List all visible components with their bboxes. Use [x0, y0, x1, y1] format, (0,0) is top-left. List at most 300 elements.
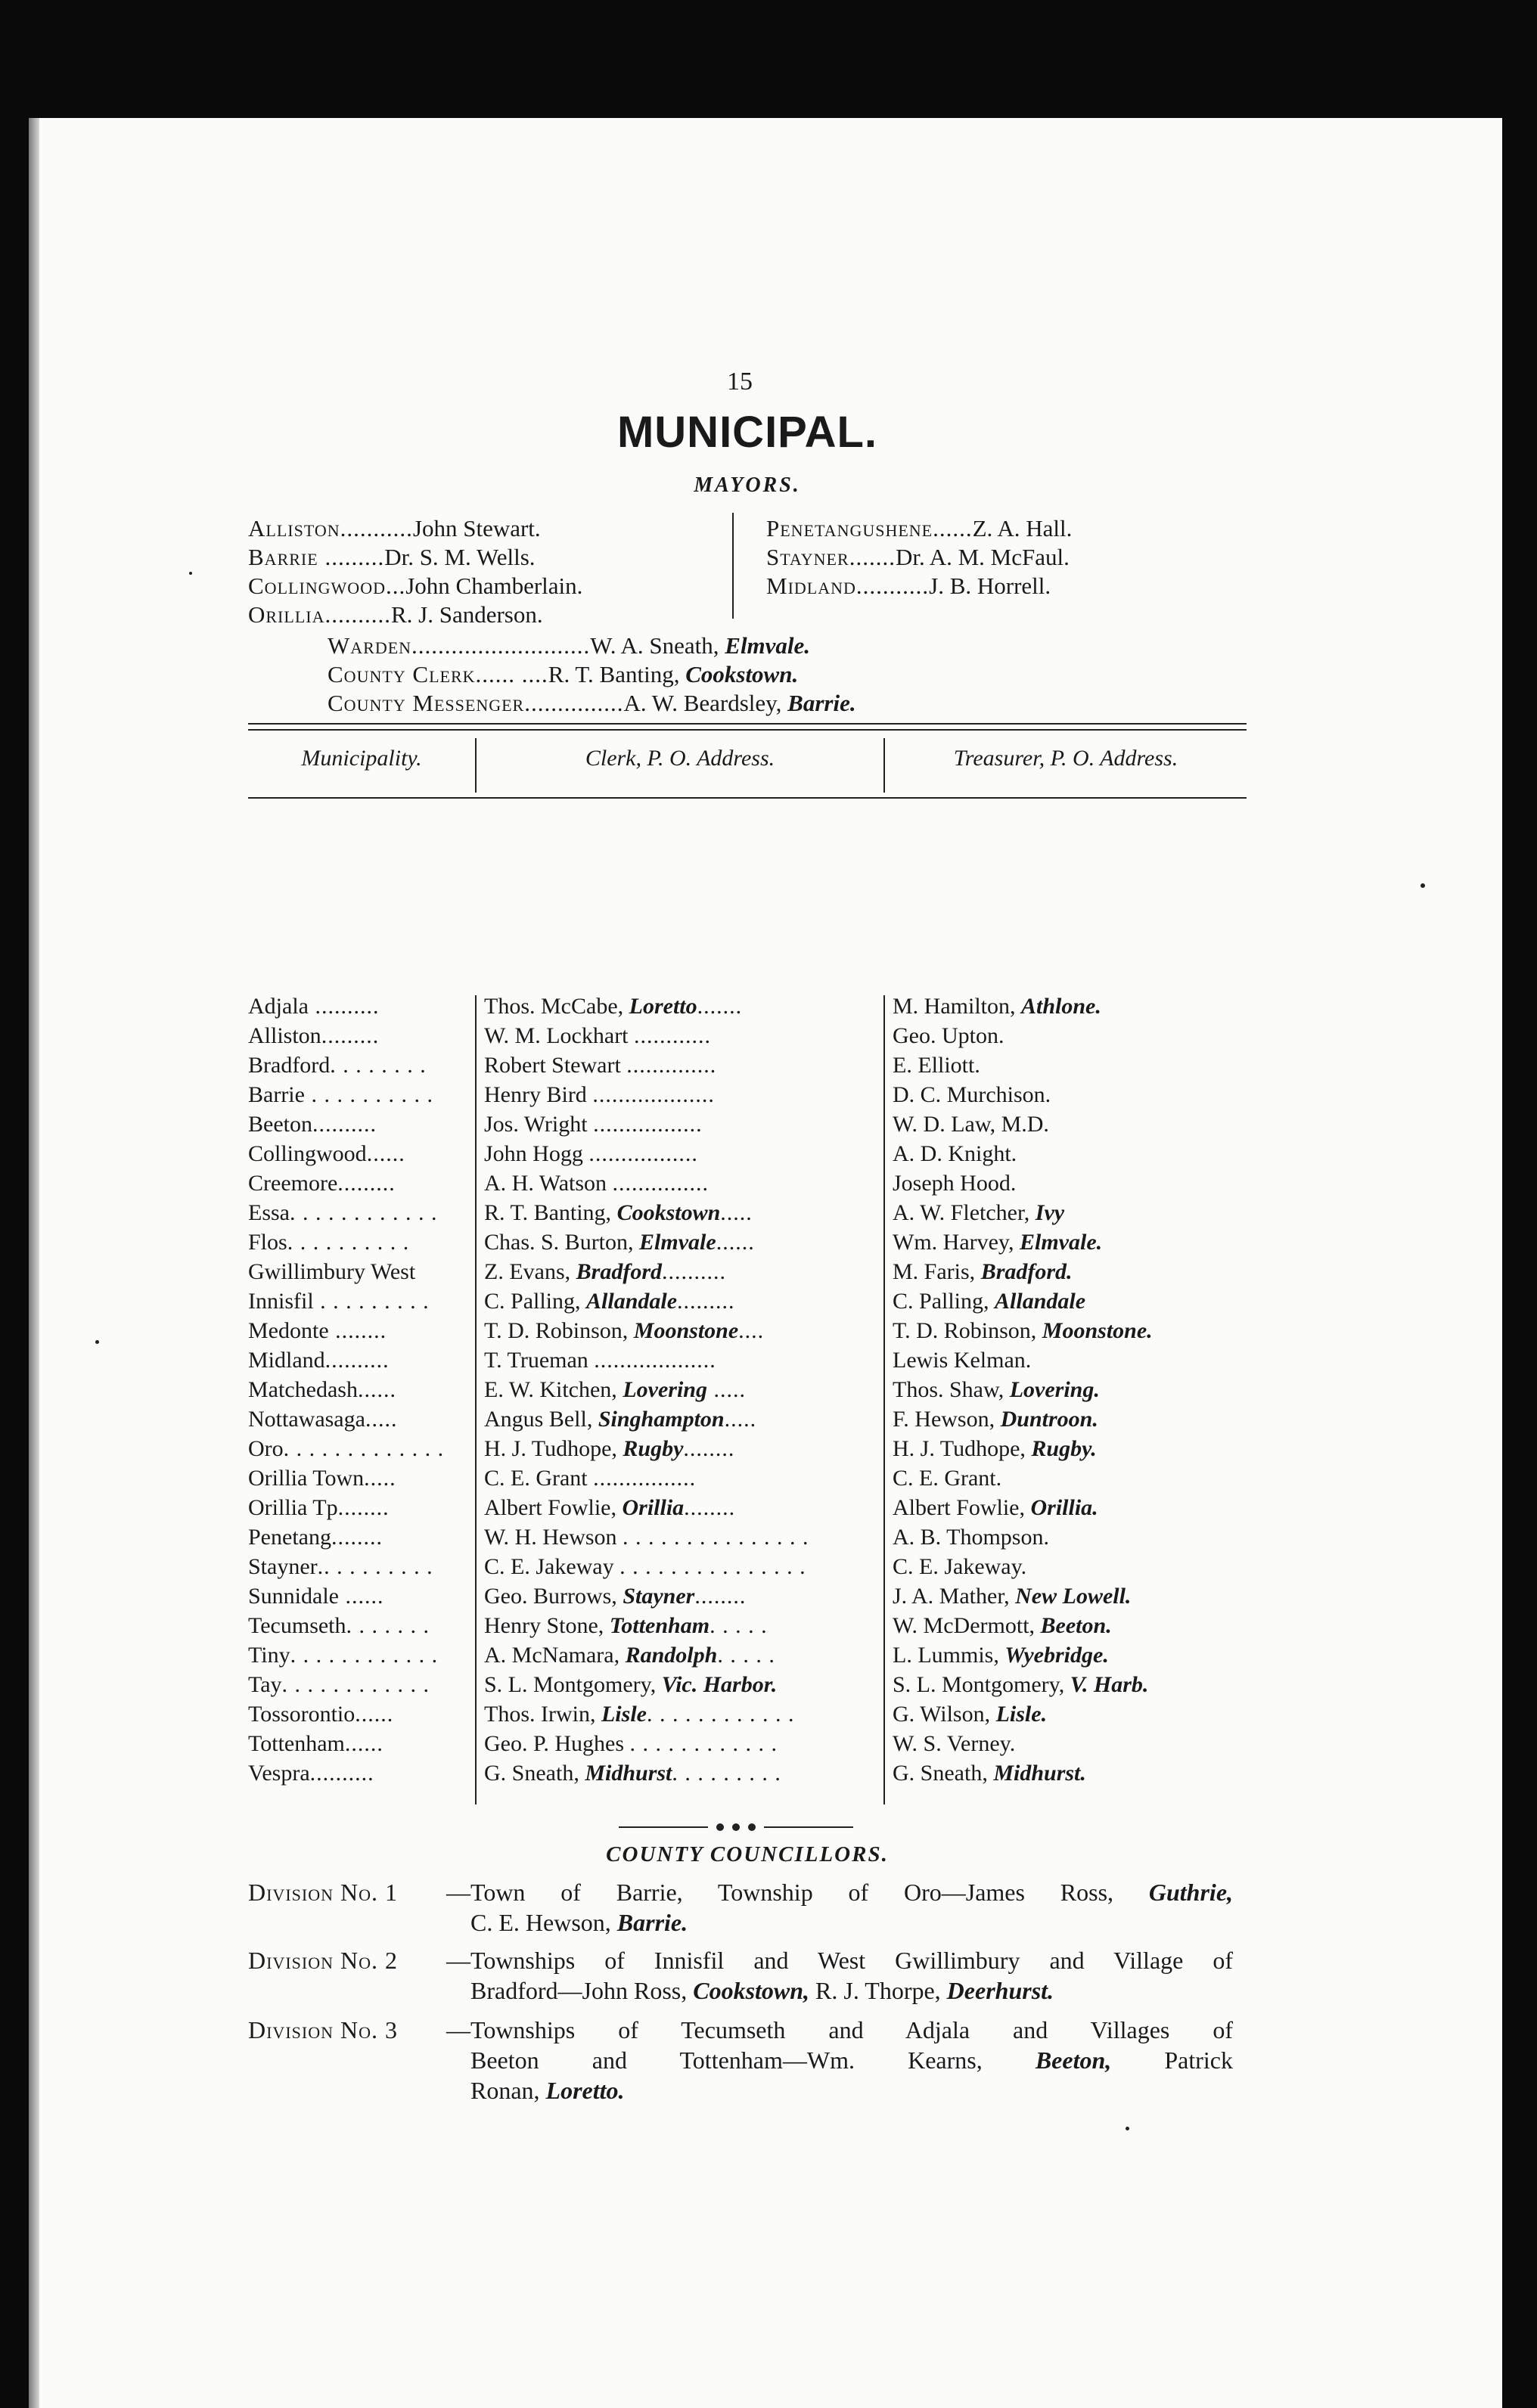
treasurer-place: Lisle.	[995, 1702, 1048, 1727]
table-row	[248, 1053, 1247, 1082]
municipality-name: Bradford	[248, 1053, 331, 1078]
leader-dots: . . . . . . . .	[330, 1053, 427, 1078]
clerk-cell	[484, 1112, 703, 1137]
leader-dots: . . . . . . . . . .	[304, 1082, 433, 1107]
leader-dots: ......	[933, 515, 973, 541]
municipality-cell	[248, 1053, 427, 1078]
municipality-name: Medonte	[248, 1318, 329, 1343]
division-place: Guthrie,	[1148, 1879, 1234, 1906]
treasurer-cell	[893, 1348, 1031, 1373]
division-line	[446, 1877, 1233, 1907]
clerk-place: Loretto	[629, 994, 697, 1019]
treasurer-place: Athlone.	[1021, 994, 1101, 1019]
municipality-cell	[248, 1377, 396, 1403]
municipality-name: Tottenham	[248, 1731, 345, 1756]
table-row	[248, 1171, 1247, 1200]
clerk-name: Angus Bell,	[484, 1407, 593, 1432]
municipality-cell	[248, 1466, 396, 1491]
clerk-name: Henry Bird	[484, 1082, 587, 1107]
municipality-name: Essa	[248, 1200, 290, 1225]
clerk-cell	[484, 1141, 698, 1167]
municipality-name: Flos	[248, 1230, 287, 1255]
division-line	[446, 2075, 1233, 2105]
table-row	[248, 1200, 1247, 1230]
mayor-place: Stayner	[766, 544, 849, 570]
leader-dots: ..............	[626, 1053, 717, 1078]
division-text	[446, 1945, 1233, 2006]
table-row	[248, 1731, 1247, 1761]
municipality-cell	[248, 1554, 433, 1580]
municipality-cell	[248, 1259, 415, 1285]
treasurer-name: D. C. Murchison.	[893, 1082, 1051, 1107]
clerk-place: Orillia	[622, 1495, 685, 1520]
municipality-name: Orillia Town	[248, 1466, 365, 1491]
treasurer-place: Wyebridge.	[1004, 1643, 1109, 1668]
municipality-name: Orillia Tp	[248, 1495, 338, 1520]
clerk-cell	[484, 1082, 715, 1108]
clerk-cell	[484, 1289, 735, 1314]
leader-dots: ...................	[592, 1082, 715, 1107]
leader-dots: . . . . . . . . . . . . . . .	[623, 1525, 809, 1550]
municipality-cell	[248, 1584, 384, 1609]
division-entry	[248, 1945, 1231, 2006]
leader-dots: .........	[677, 1289, 735, 1314]
leader-dots: .........	[337, 1171, 396, 1196]
leader-dots: .......	[849, 544, 896, 570]
division-line	[446, 2015, 1233, 2045]
leader-dots: . . . . . . . . . .	[287, 1230, 410, 1255]
clerk-place: Moonstone	[633, 1318, 739, 1343]
leader-dots: .................	[588, 1141, 698, 1166]
treasurer-cell	[893, 1525, 1049, 1550]
leader-dots: . . . . . . . . . . . . . . .	[619, 1554, 806, 1579]
municipality-name: Innisfil	[248, 1289, 314, 1314]
officer-place: Elmvale.	[725, 632, 811, 659]
municipality-name: Alliston	[248, 1023, 321, 1048]
officer-name: R. T. Banting,	[548, 661, 680, 687]
treasurer-place: Orillia.	[1030, 1495, 1098, 1520]
municipality-cell	[248, 1230, 409, 1255]
municipality-name: Vespra	[248, 1761, 310, 1786]
treasurer-cell	[893, 1053, 980, 1078]
treasurer-cell	[893, 1436, 1097, 1462]
treasurer-cell	[893, 1318, 1153, 1344]
municipality-name: Tecumseth	[248, 1613, 346, 1638]
municipality-cell	[248, 1141, 405, 1167]
municipality-name: Oro	[248, 1436, 284, 1461]
scan-speck	[1126, 2127, 1129, 2130]
treasurer-cell	[893, 1495, 1098, 1521]
leader-dots: . . . . . . .	[346, 1613, 430, 1638]
clerk-cell	[484, 1466, 696, 1491]
mayor-row	[248, 514, 541, 543]
municipality-cell	[248, 1495, 390, 1521]
leader-dots: . . . . .	[717, 1643, 775, 1668]
municipality-name: Midland	[248, 1348, 325, 1373]
table-header-rule	[248, 797, 1247, 799]
clerk-cell	[484, 1672, 777, 1698]
municipality-cell	[248, 1672, 430, 1698]
leader-dots: ........	[331, 1525, 383, 1550]
municipality-cell	[248, 1082, 433, 1108]
mayors-column-divider	[732, 513, 734, 619]
division-line-text: R. J. Thorpe,	[815, 1977, 941, 2004]
officer-row-warden	[328, 631, 810, 661]
leader-dots: ....	[738, 1318, 765, 1343]
division-text	[446, 1877, 1233, 1938]
mayor-place: Penetangushene	[766, 515, 933, 541]
clerk-name: S. L. Montgomery,	[484, 1672, 657, 1697]
ornamental-divider	[619, 1823, 853, 1832]
leader-dots: .. . . . . . . . .	[317, 1554, 433, 1579]
mayor-row	[766, 543, 1070, 572]
clerk-cell	[484, 1053, 716, 1078]
municipality-name: Penetang	[248, 1525, 331, 1550]
page-number: 15	[727, 368, 753, 396]
officer-title: County Clerk	[328, 661, 476, 687]
treasurer-cell	[893, 1259, 1073, 1285]
clerk-cell	[484, 1525, 809, 1550]
municipality-cell	[248, 1200, 438, 1226]
municipality-name: Matchedash	[248, 1377, 358, 1402]
division-line	[446, 1907, 1233, 1938]
municipality-name: Gwillimbury West	[248, 1259, 416, 1284]
page-binding-edge	[29, 118, 39, 2408]
mayor-place: Alliston	[248, 515, 340, 541]
leader-dots: ................	[593, 1466, 697, 1491]
clerk-cell	[484, 1436, 734, 1462]
division-label: Division No. 1	[248, 1879, 398, 1906]
page-title: MUNICIPAL.	[616, 408, 877, 457]
municipality-cell	[248, 1761, 374, 1786]
treasurer-cell	[893, 1230, 1102, 1255]
scan-speck	[1421, 883, 1425, 888]
clerk-cell	[484, 1230, 755, 1255]
municipality-name: Tay	[248, 1672, 282, 1697]
clerk-place: Elmvale	[639, 1230, 716, 1255]
table-row	[248, 1643, 1247, 1672]
treasurer-name: H. J. Tudhope,	[893, 1436, 1026, 1461]
clerk-place: Rugby	[623, 1436, 684, 1461]
clerk-name: Thos. McCabe,	[484, 994, 624, 1019]
treasurer-cell	[893, 1672, 1148, 1698]
clerk-cell	[484, 1171, 709, 1196]
leader-dots: . . . . . . . . . . . .	[281, 1672, 430, 1697]
leader-dots: . . . . . . . . . . . .	[290, 1200, 438, 1225]
clerk-name: Jos. Wright	[484, 1112, 588, 1137]
leader-dots: ...........................	[411, 632, 591, 659]
clerk-cell	[484, 1554, 806, 1580]
division-line-text: Ronan,	[470, 2077, 540, 2104]
table-row	[248, 1082, 1247, 1112]
clerk-cell	[484, 1348, 716, 1373]
leader-dots: ..........	[309, 1761, 374, 1786]
table-row	[248, 1761, 1247, 1790]
mayor-name: Dr. A. M. McFaul.	[895, 544, 1070, 570]
table-row	[248, 1554, 1247, 1584]
municipality-name: Beeton	[248, 1112, 312, 1137]
municipality-cell	[248, 1436, 444, 1462]
leader-dots: . . . . . . . . . . . .	[290, 1643, 439, 1668]
treasurer-place: Duntroon.	[1000, 1407, 1098, 1432]
division-line	[446, 2045, 1233, 2075]
leader-dots: .....	[365, 1407, 398, 1432]
division-place: Deerhurst.	[946, 1977, 1054, 2004]
clerk-name: T. D. Robinson,	[484, 1318, 629, 1343]
clerk-name: E. W. Kitchen,	[484, 1377, 617, 1402]
division-line-text: C. E. Hewson,	[470, 1909, 611, 1936]
clerk-place: Midhurst	[585, 1761, 672, 1786]
leader-dots: ...........	[340, 515, 413, 541]
table-row	[248, 1584, 1247, 1613]
treasurer-name: J. A. Mather,	[893, 1584, 1010, 1609]
division-entry	[248, 1877, 1234, 1938]
treasurer-place: Elmvale.	[1020, 1230, 1103, 1255]
clerk-name: C. Palling,	[484, 1289, 581, 1314]
clerk-name: R. T. Banting,	[484, 1200, 612, 1225]
table-row	[248, 1702, 1247, 1731]
clerk-cell	[484, 1643, 775, 1668]
treasurer-cell	[893, 1554, 1026, 1580]
leader-dots: ......	[357, 1377, 396, 1402]
clerk-place: Randolph	[625, 1643, 718, 1668]
leader-dots: .......	[697, 994, 743, 1019]
mayor-name: John Chamberlain.	[405, 573, 583, 599]
municipality-cell	[248, 1702, 393, 1727]
leader-dots: ...............	[612, 1171, 710, 1196]
mayor-row	[248, 600, 543, 629]
clerk-name: Robert Stewart	[484, 1053, 621, 1078]
treasurer-name: G. Wilson,	[893, 1702, 991, 1727]
treasurer-name: Lewis Kelman.	[893, 1348, 1032, 1373]
leader-dots: ...... ....	[475, 661, 548, 687]
division-entry	[248, 2015, 1231, 2105]
treasurer-name: C. E. Grant.	[893, 1466, 1002, 1491]
officer-row-county-messenger	[328, 688, 856, 718]
clerk-cell	[484, 1259, 726, 1285]
clerk-name: C. E. Jakeway	[484, 1554, 614, 1579]
municipality-name: Tiny	[248, 1643, 290, 1668]
municipality-name: Sunnidale	[248, 1584, 339, 1609]
treasurer-cell	[893, 1112, 1049, 1137]
municipality-name: Barrie	[248, 1082, 305, 1107]
scan-speck	[95, 1340, 99, 1344]
treasurer-place: V. Harb.	[1070, 1672, 1149, 1697]
treasurer-cell	[893, 1200, 1064, 1226]
division-label: Division No. 3	[248, 2016, 398, 2043]
leader-dots: . . . . . . . . . . . . .	[283, 1436, 445, 1461]
treasurer-name: Joseph Hood.	[893, 1171, 1017, 1196]
treasurer-name: C. E. Jakeway.	[893, 1554, 1027, 1579]
mayor-row	[248, 572, 582, 600]
treasurer-name: G. Sneath,	[893, 1761, 988, 1786]
municipality-cell	[248, 1407, 397, 1432]
leader-dots: ...	[385, 573, 406, 599]
treasurer-cell	[893, 1171, 1016, 1196]
treasurer-cell	[893, 1584, 1131, 1609]
clerk-name: Geo. Burrows,	[484, 1584, 617, 1609]
municipality-cell	[248, 1171, 396, 1196]
municipality-name: Collingwood	[248, 1141, 367, 1166]
table-row	[248, 1466, 1247, 1495]
clerk-cell	[484, 1318, 764, 1344]
mayor-place: Midland	[766, 573, 856, 599]
column-header-treasurer: Treasurer, P. O. Address.	[953, 746, 1178, 771]
column-header-clerk: Clerk, P. O. Address.	[585, 746, 775, 771]
clerk-place: Stayner	[623, 1584, 695, 1609]
municipality-cell	[248, 1348, 390, 1373]
officer-title: County Messenger	[328, 690, 525, 716]
treasurer-name: A. D. Knight.	[893, 1141, 1017, 1166]
treasurer-place: New Lowell.	[1015, 1584, 1132, 1609]
division-line-text: Bradford—John Ross,	[470, 1977, 688, 2004]
mayor-place: Orillia	[248, 601, 325, 628]
leader-dots: ........	[328, 1318, 387, 1343]
clerk-name: Z. Evans,	[484, 1259, 571, 1284]
treasurer-name: A. B. Thompson.	[893, 1525, 1049, 1550]
treasurer-cell	[893, 994, 1101, 1019]
treasurer-cell	[893, 1613, 1112, 1639]
clerk-name: G. Sneath,	[484, 1761, 579, 1786]
table-row	[248, 1672, 1247, 1702]
municipality-name: Creemore	[248, 1171, 338, 1196]
municipality-cell	[248, 1023, 379, 1049]
table-row	[248, 1259, 1247, 1289]
treasurer-name: Wm. Harvey,	[893, 1230, 1014, 1255]
clerk-name: Albert Fowlie,	[484, 1495, 616, 1520]
clerk-name: Thos. Irwin,	[484, 1702, 596, 1727]
treasurer-cell	[893, 1761, 1086, 1786]
municipality-name: Tossorontio	[248, 1702, 356, 1727]
clerk-cell	[484, 1495, 735, 1521]
treasurer-name: Geo. Upton.	[893, 1023, 1004, 1048]
clerk-cell	[484, 1702, 794, 1727]
clerk-name: T. Trueman	[484, 1348, 588, 1373]
treasurer-name: Albert Fowlie,	[893, 1495, 1025, 1520]
treasurer-name: F. Hewson,	[893, 1407, 995, 1432]
table-top-rule-double	[248, 729, 1247, 731]
treasurer-cell	[893, 1731, 1015, 1757]
table-row	[248, 1318, 1247, 1348]
treasurer-place: Beeton.	[1040, 1613, 1112, 1638]
division-place: Barrie.	[616, 1909, 688, 1936]
treasurer-cell	[893, 1407, 1098, 1432]
mayors-heading: MAYORS.	[694, 473, 801, 497]
officer-row-county-clerk	[328, 659, 798, 690]
treasurer-place: Bradford.	[980, 1259, 1073, 1284]
leader-dots: .........	[318, 544, 385, 570]
clerk-cell	[484, 1584, 746, 1609]
clerk-cell	[484, 1761, 781, 1786]
table-row	[248, 1407, 1247, 1436]
scanned-page	[29, 118, 1502, 2408]
division-place: Loretto.	[545, 2077, 625, 2104]
leader-dots: .................	[593, 1112, 703, 1137]
treasurer-cell	[893, 1377, 1100, 1403]
division-line-text: —Townships of Tecumseth and Adjala and Villages of	[446, 2016, 1233, 2043]
officer-title: Warden	[328, 632, 412, 659]
mayor-row	[766, 572, 1051, 600]
officer-place: Cookstown.	[685, 661, 799, 687]
clerk-cell	[484, 1377, 746, 1403]
municipality-cell	[248, 1289, 430, 1314]
leader-dots: ..........	[312, 1112, 377, 1137]
treasurer-name: W. McDermott,	[893, 1613, 1036, 1638]
leader-dots: ......	[344, 1731, 383, 1756]
table-row	[248, 994, 1247, 1023]
municipality-cell	[248, 1643, 438, 1668]
clerk-place: Singhampton	[598, 1407, 725, 1432]
officer-name: W. A. Sneath,	[590, 632, 719, 659]
clerk-name: A. McNamara,	[484, 1643, 620, 1668]
division-place: Beeton,	[1035, 2046, 1112, 2074]
treasurer-name: E. Elliott.	[893, 1053, 980, 1078]
division-place: Cookstown,	[693, 1977, 810, 2004]
treasurer-name: S. L. Montgomery,	[893, 1672, 1065, 1697]
municipality-cell	[248, 994, 379, 1019]
clerk-place: Allandale	[586, 1289, 678, 1314]
treasurer-name: M. Faris,	[893, 1259, 976, 1284]
treasurer-name: T. D. Robinson,	[893, 1318, 1037, 1343]
leader-dots: ......	[366, 1141, 405, 1166]
leader-dots: . . . . . . . . .	[313, 1289, 430, 1314]
mayor-name: Dr. S. M. Wells.	[384, 544, 536, 570]
table-row	[248, 1289, 1247, 1318]
mayor-name: Z. A. Hall.	[972, 515, 1073, 541]
mayor-name: J. B. Horrell.	[929, 573, 1051, 599]
division-line-text: Beeton and Tottenham—Wm. Kearns,	[470, 2046, 983, 2074]
leader-dots: . . . . . . . . . . . .	[646, 1702, 795, 1727]
treasurer-name: Thos. Shaw,	[893, 1377, 1004, 1402]
leader-dots: .....	[724, 1407, 757, 1432]
table-row	[248, 1525, 1247, 1554]
mayor-row	[248, 543, 536, 572]
treasurer-name: W. D. Law, M.D.	[893, 1112, 1049, 1137]
clerk-cell	[484, 1731, 778, 1757]
treasurer-place: Ivy	[1035, 1200, 1065, 1225]
leader-dots: ......	[355, 1702, 394, 1727]
leader-dots: ...............	[524, 690, 624, 716]
municipality-cell	[248, 1731, 383, 1757]
clerk-place: Lovering	[623, 1377, 707, 1402]
treasurer-cell	[893, 1702, 1047, 1727]
leader-dots: ........	[683, 1436, 735, 1461]
municipality-name: Nottawasaga	[248, 1407, 365, 1432]
treasurer-name: A. W. Fletcher,	[893, 1200, 1030, 1225]
county-councillors-heading: COUNTY COUNCILLORS.	[606, 1842, 889, 1867]
clerk-cell	[484, 1613, 768, 1639]
division-line-text: Patrick	[1164, 2046, 1233, 2074]
clerk-cell	[484, 1200, 753, 1226]
clerk-name: Geo. P. Hughes	[484, 1731, 624, 1756]
clerk-place: Tottenham	[609, 1613, 710, 1638]
leader-dots: ...........	[855, 573, 930, 599]
table-row	[248, 1436, 1247, 1466]
scan-speck	[189, 572, 192, 575]
table-row	[248, 1377, 1247, 1407]
division-line	[446, 1945, 1233, 1975]
leader-dots: ............	[634, 1023, 712, 1048]
mayor-place: Barrie	[248, 544, 318, 570]
treasurer-name: C. Palling,	[893, 1289, 989, 1314]
treasurer-name: L. Lummis,	[893, 1643, 999, 1668]
clerk-name: W. M. Lockhart	[484, 1023, 629, 1048]
leader-dots: .........	[321, 1023, 380, 1048]
leader-dots: . . . . .	[710, 1613, 768, 1638]
treasurer-place: Allandale	[995, 1289, 1086, 1314]
leader-dots: ...................	[594, 1348, 716, 1373]
treasurer-place: Rugby.	[1031, 1436, 1097, 1461]
